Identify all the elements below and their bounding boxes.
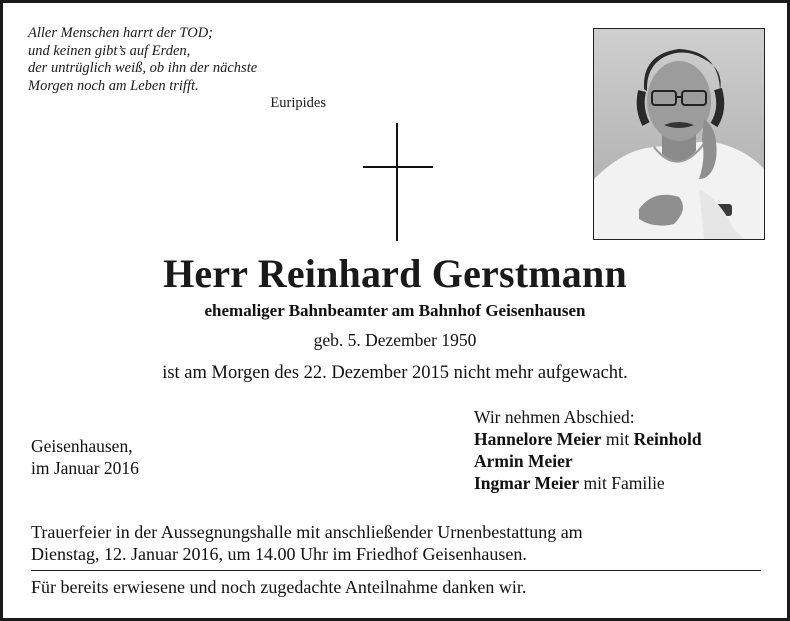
mourner-suffix: mit Familie bbox=[579, 473, 665, 493]
quote-line-2: und keinen gibt’s auf Erden, bbox=[28, 42, 191, 59]
service-line-1: Trauerfeier in der Aussegnungshalle mit anschließender Urnenbestattung am bbox=[31, 522, 583, 542]
quote-author: Euripides bbox=[270, 95, 326, 111]
deceased-name: Herr Reinhard Gerstmann bbox=[163, 251, 627, 296]
thanks-line: Für bereits erwiesene und noch zugedachte Anteilnahme danken wir. bbox=[31, 577, 527, 597]
divider bbox=[31, 570, 761, 571]
mourner-line-3 bbox=[474, 472, 702, 494]
mourner-line-1 bbox=[474, 428, 702, 450]
farewell-intro: Wir nehmen Abschied: bbox=[474, 407, 635, 427]
mourner-line-2 bbox=[474, 450, 702, 472]
service-line-2: Dienstag, 12. Januar 2016, um 14.00 Uhr im Friedhof Geisenhausen. bbox=[31, 544, 527, 564]
place-date bbox=[31, 435, 139, 479]
quote-line-1: Aller Menschen harrt der TOD; bbox=[28, 25, 213, 41]
portrait-photo bbox=[593, 28, 765, 240]
quote-line-3: der untrüglich weiß, ob ihn der nächste bbox=[28, 60, 258, 76]
mourners-block bbox=[474, 406, 702, 494]
birth-date: geb. 5. Dezember 1950 bbox=[313, 330, 477, 350]
death-notice: ist am Morgen des 22. Dezember 2015 nicht mehr aufgewacht. bbox=[162, 363, 628, 383]
mourner-name: Reinhold bbox=[633, 429, 702, 449]
quote-line-4: Morgen noch am Leben trifft. bbox=[28, 77, 199, 94]
cross-icon bbox=[363, 123, 435, 241]
deceased-occupation: ehemaliger Bahnbeamter am Bahnhof Geisenhausen bbox=[204, 301, 586, 320]
mourner-name: Hannelore Meier bbox=[474, 429, 602, 449]
mourner-name: Armin Meier bbox=[474, 451, 573, 471]
funeral-service-info bbox=[31, 521, 771, 565]
mourner-joiner: mit bbox=[601, 429, 634, 449]
date-line: im Januar 2016 bbox=[31, 458, 139, 478]
place-line: Geisenhausen, bbox=[31, 436, 133, 456]
mourner-name: Ingmar Meier bbox=[474, 473, 580, 493]
quote-block bbox=[28, 25, 328, 113]
